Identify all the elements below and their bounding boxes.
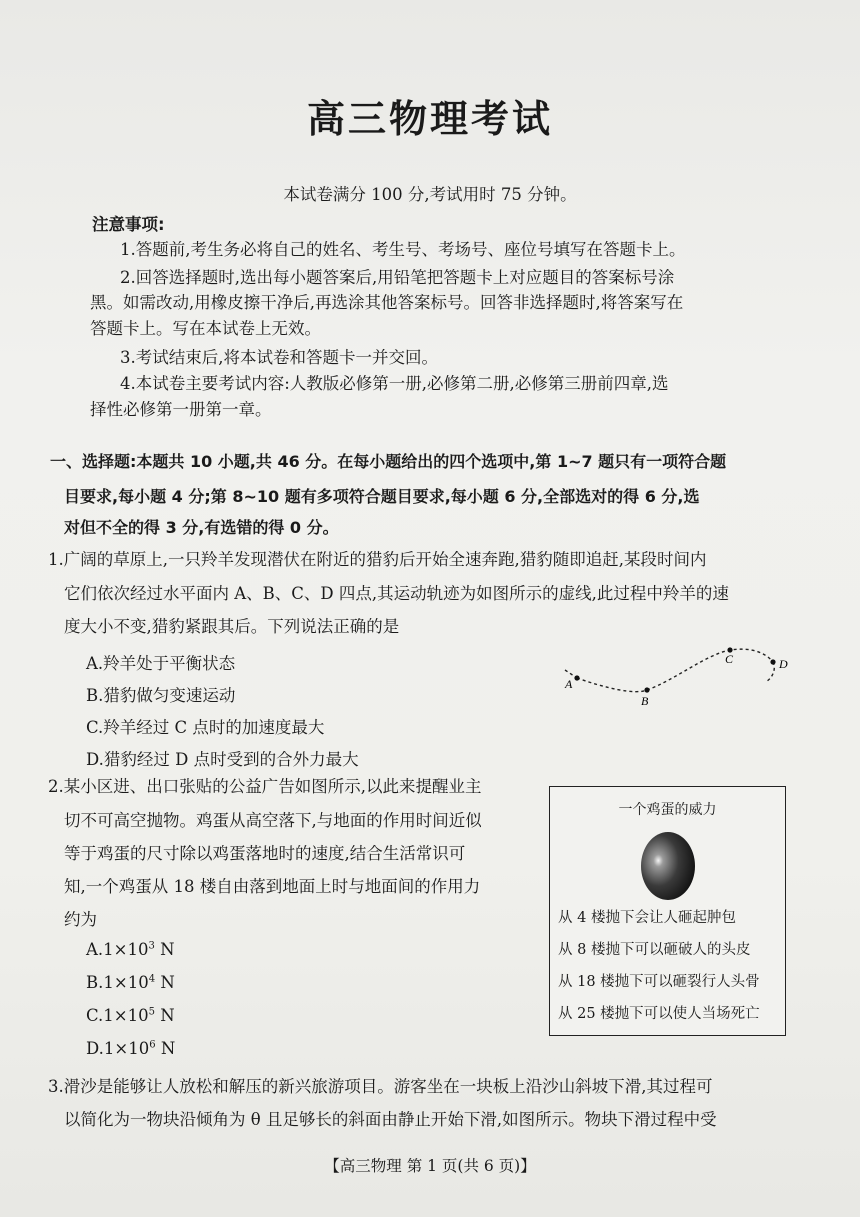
section-heading: 一、选择题:本题共 10 小题,共 46 分。在每小题给出的四个选项中,第 1~7 题只有一项符合题 (50, 452, 727, 471)
question-2-text: 知,一个鸡蛋从 18 楼自由落到地面上时与地面间的作用力 (64, 877, 481, 896)
question-1-text: 它们依次经过水平面内 A、B、C、D 四点,其运动轨迹为如图所示的虚线,此过程中羚羊的速 (64, 584, 729, 603)
notes-line: 1.答题前,考生务必将自己的姓名、考生号、考场号、座位号填写在答题卡上。 (120, 240, 686, 259)
trajectory-figure (555, 640, 795, 715)
trajectory-path (577, 649, 773, 692)
question-1-option: B.猎豹做匀变速运动 (86, 686, 236, 705)
question-2-option: $B.1\times 10^4$ N (86, 973, 175, 992)
question-2-text: 2.某小区进、出口张贴的公益广告如图所示,以此来提醒业主 (48, 777, 482, 796)
notes-heading: 注意事项: (92, 215, 165, 234)
question-1-text: 1.广阔的草原上,一只羚羊发现潜伏在附近的猎豹后开始全速奔跑,猎豹随即追赶,某段时间内 (48, 550, 707, 569)
notes-line: 答题卡上。写在本试卷上无效。 (90, 319, 321, 338)
question-1-option: C.羚羊经过 C 点时的加速度最大 (86, 718, 325, 737)
question-1-option: A.羚羊处于平衡状态 (86, 654, 236, 673)
notes-line: 黑。如需改动,用橡皮擦干净后,再选涂其他答案标号。回答非选择题时,将答案写在 (90, 293, 684, 312)
question-2-option: $A.1\times 10^3$ N (86, 940, 175, 959)
point-D (770, 659, 775, 664)
poster-line: 从 8 楼抛下可以砸破人的头皮 (558, 942, 751, 958)
poster-caption: 一个鸡蛋的威力 (618, 802, 717, 818)
question-3-text: 3.滑沙是能够让人放松和解压的新兴旅游项目。游客坐在一块板上沿沙山斜坡下滑,其过程可 (48, 1077, 713, 1096)
label-A: A (565, 677, 573, 691)
notes-line: 4.本试卷主要考试内容:人教版必修第一册,必修第二册,必修第三册前四章,选 (120, 374, 669, 393)
question-2-text: 约为 (64, 910, 97, 929)
poster-line: 从 25 楼抛下可以使人当场死亡 (558, 1006, 760, 1022)
question-2-option: $C.1\times 10^5$ N (86, 1006, 175, 1025)
question-2-text: 切不可高空抛物。鸡蛋从高空落下,与地面的作用时间近似 (64, 811, 482, 830)
poster-line: 从 18 楼抛下可以砸裂行人头骨 (558, 974, 760, 990)
question-1-text: 度大小不变,猎豹紧跟其后。下列说法正确的是 (64, 617, 400, 636)
page-footer: 【高三物理 第 1 页(共 6 页)】 (324, 1157, 536, 1175)
question-2-text: 等于鸡蛋的尺寸除以鸡蛋落地时的速度,结合生活常识可 (64, 844, 466, 863)
question-2-option: $D.1\times 10^6$ N (86, 1039, 176, 1058)
question-1-option: D.猎豹经过 D 点时受到的合外力最大 (86, 750, 359, 769)
page-title: 高三物理考试 (306, 97, 553, 141)
question-3-text: 以简化为一物块沿倾角为 θ 且足够长的斜面由静止开始下滑,如图所示。物块下滑过程中受 (64, 1110, 717, 1129)
label-D: D (779, 657, 788, 671)
label-B: B (641, 694, 649, 708)
point-A (574, 675, 579, 680)
poster-line: 从 4 楼抛下会让人砸起肿包 (558, 910, 736, 926)
trajectory-tail (765, 662, 774, 682)
section-heading: 目要求,每小题 4 分;第 8~10 题有多项符合题目要求,每小题 6 分,全部选对的得 6 分,选 (64, 487, 700, 506)
exam-info: 本试卷满分 100 分,考试用时 75 分钟。 (283, 185, 577, 204)
notes-line: 择性必修第一册第一章。 (90, 400, 272, 419)
egg-poster (549, 786, 786, 1036)
label-C: C (725, 652, 734, 666)
notes-line: 2.回答选择题时,选出每小题答案后,用铅笔把答题卡上对应题目的答案标号涂 (120, 268, 675, 287)
notes-line: 3.考试结束后,将本试卷和答题卡一并交回。 (120, 348, 438, 367)
section-heading: 对但不全的得 3 分,有选错的得 0 分。 (64, 518, 339, 537)
point-B (644, 687, 649, 692)
egg-icon (636, 827, 700, 903)
